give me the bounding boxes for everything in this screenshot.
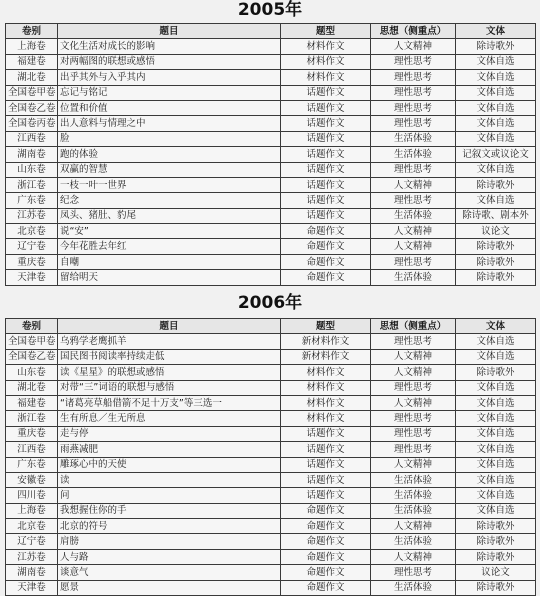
table-row (6, 224, 536, 239)
table-row (6, 488, 536, 503)
cell-juan: 江西卷 (6, 131, 58, 146)
table-row (6, 239, 536, 254)
cell-topic: 对两幅图的联想或感悟 (58, 54, 281, 69)
cell-type: 话题作文 (281, 131, 371, 146)
cell-idea: 人文精神 (371, 349, 456, 364)
header-juan: 卷别 (6, 24, 58, 39)
cell-idea: 理性思考 (371, 85, 456, 100)
cell-juan: 全国卷乙卷 (6, 349, 58, 364)
cell-type: 命题作文 (281, 519, 371, 534)
table-row (6, 131, 536, 146)
table-row (6, 116, 536, 131)
table-row (6, 147, 536, 162)
cell-type: 话题作文 (281, 162, 371, 177)
cell-type: 话题作文 (281, 147, 371, 162)
cell-style: 除诗歌外 (456, 39, 536, 54)
header-idea: 思想（侧重点） (371, 319, 456, 334)
cell-style: 文体自选 (456, 193, 536, 208)
cell-style: 除诗歌外 (456, 239, 536, 254)
cell-topic: 走与停 (58, 426, 281, 441)
cell-topic: 问 (58, 488, 281, 503)
cell-juan: 江西卷 (6, 442, 58, 457)
cell-type: 命题作文 (281, 503, 371, 518)
table-row (6, 457, 536, 472)
cell-juan: 全国卷丙卷 (6, 116, 58, 131)
cell-style: 除诗歌外 (456, 254, 536, 269)
table-body-2005 (6, 39, 536, 285)
cell-juan: 重庆卷 (6, 254, 58, 269)
table-row (6, 442, 536, 457)
cell-type: 话题作文 (281, 100, 371, 115)
cell-style: 文体自选 (456, 100, 536, 115)
cell-idea: 人文精神 (371, 39, 456, 54)
cell-topic: 我想握住你的手 (58, 503, 281, 518)
cell-style: 文体自选 (456, 395, 536, 410)
cell-idea: 人文精神 (371, 519, 456, 534)
cell-style: 文体自选 (456, 70, 536, 85)
cell-style: 文体自选 (456, 426, 536, 441)
cell-type: 材料作文 (281, 365, 371, 380)
table-row (6, 162, 536, 177)
cell-juan: 福建卷 (6, 54, 58, 69)
cell-topic: 愿景 (58, 580, 281, 595)
header-topic: 题目 (58, 319, 281, 334)
cell-idea: 理性思考 (371, 116, 456, 131)
cell-style: 文体自选 (456, 54, 536, 69)
cell-juan: 安徽卷 (6, 472, 58, 487)
cell-idea: 生活体验 (371, 580, 456, 595)
cell-idea: 理性思考 (371, 162, 456, 177)
cell-type: 话题作文 (281, 116, 371, 131)
cell-juan: 湖北卷 (6, 70, 58, 85)
cell-juan: 浙江卷 (6, 177, 58, 192)
cell-type: 材料作文 (281, 70, 371, 85)
cell-topic: 人与路 (58, 549, 281, 564)
cell-style: 除诗歌、剧本外 (456, 208, 536, 223)
cell-idea: 人文精神 (371, 549, 456, 564)
cell-juan: 北京卷 (6, 224, 58, 239)
cell-style: 除诗歌外 (456, 270, 536, 285)
cell-juan: 四川卷 (6, 488, 58, 503)
cell-style: 文体自选 (456, 334, 536, 349)
cell-type: 话题作文 (281, 442, 371, 457)
cell-topic: 雨燕减肥 (58, 442, 281, 457)
cell-topic: 留给明天 (58, 270, 281, 285)
table-row (6, 395, 536, 410)
cell-juan: 重庆卷 (6, 426, 58, 441)
cell-type: 新材料作文 (281, 349, 371, 364)
cell-type: 命题作文 (281, 239, 371, 254)
cell-juan: 浙江卷 (6, 411, 58, 426)
table-row (6, 411, 536, 426)
table-row (6, 519, 536, 534)
cell-style: 除诗歌外 (456, 580, 536, 595)
cell-style: 除诗歌外 (456, 549, 536, 564)
cell-juan: 湖北卷 (6, 380, 58, 395)
cell-type: 命题作文 (281, 254, 371, 269)
cell-idea: 生活体验 (371, 503, 456, 518)
cell-topic: 一枝一叶一世界 (58, 177, 281, 192)
cell-idea: 生活体验 (371, 472, 456, 487)
cell-idea: 人文精神 (371, 177, 456, 192)
cell-type: 话题作文 (281, 85, 371, 100)
cell-type: 命题作文 (281, 534, 371, 549)
table-body-2006 (6, 334, 536, 596)
cell-style: 文体自选 (456, 85, 536, 100)
cell-topic: 谈意气 (58, 565, 281, 580)
cell-style: 除诗歌外 (456, 365, 536, 380)
table-row (6, 208, 536, 223)
cell-idea: 生活体验 (371, 208, 456, 223)
exam-table-2005 (5, 23, 536, 286)
table-row (6, 426, 536, 441)
cell-idea: 理性思考 (371, 193, 456, 208)
table-row (6, 193, 536, 208)
cell-topic: 对带“三”词语的联想与感悟 (58, 380, 281, 395)
year-heading-2005: 2005年 (237, 0, 303, 20)
table-row (6, 334, 536, 349)
cell-style: 记叙文或议论文 (456, 147, 536, 162)
cell-juan: 广东卷 (6, 457, 58, 472)
cell-idea: 理性思考 (371, 565, 456, 580)
cell-topic: 雕琢心中的天使 (58, 457, 281, 472)
cell-style: 议论文 (456, 565, 536, 580)
cell-style: 议论文 (456, 224, 536, 239)
cell-type: 新材料作文 (281, 334, 371, 349)
cell-type: 命题作文 (281, 565, 371, 580)
cell-juan: 北京卷 (6, 519, 58, 534)
cell-idea: 生活体验 (371, 131, 456, 146)
cell-idea: 人文精神 (371, 395, 456, 410)
cell-type: 材料作文 (281, 411, 371, 426)
cell-type: 命题作文 (281, 580, 371, 595)
table-header-row (6, 319, 536, 334)
cell-juan: 天津卷 (6, 580, 58, 595)
cell-idea: 生活体验 (371, 534, 456, 549)
exam-table-2006 (5, 318, 536, 596)
cell-topic: 乌鸦学老鹰抓羊 (58, 334, 281, 349)
cell-idea: 人文精神 (371, 239, 456, 254)
header-topic: 题目 (58, 24, 281, 39)
cell-style: 除诗歌外 (456, 534, 536, 549)
cell-type: 话题作文 (281, 208, 371, 223)
table-row (6, 503, 536, 518)
cell-idea: 人文精神 (371, 457, 456, 472)
cell-idea: 理性思考 (371, 380, 456, 395)
cell-idea: 人文精神 (371, 365, 456, 380)
cell-juan: 江苏卷 (6, 208, 58, 223)
cell-topic: 今年花胜去年红 (58, 239, 281, 254)
cell-topic: 凤头、猪肚、豹尾 (58, 208, 281, 223)
cell-idea: 生活体验 (371, 488, 456, 503)
table-row (6, 349, 536, 364)
cell-juan: 湖南卷 (6, 147, 58, 162)
cell-juan: 山东卷 (6, 162, 58, 177)
table-row (6, 549, 536, 564)
cell-type: 材料作文 (281, 380, 371, 395)
year-heading-2006: 2006年 (237, 293, 303, 313)
cell-topic: 读 (58, 472, 281, 487)
cell-topic: 位置和价值 (58, 100, 281, 115)
cell-topic: 出乎其外与入乎其内 (58, 70, 281, 85)
cell-topic: 北京的符号 (58, 519, 281, 534)
cell-idea: 理性思考 (371, 70, 456, 85)
cell-idea: 理性思考 (371, 254, 456, 269)
cell-type: 材料作文 (281, 54, 371, 69)
cell-style: 文体自选 (456, 503, 536, 518)
header-juan: 卷别 (6, 319, 58, 334)
cell-topic: 出人意料与情理之中 (58, 116, 281, 131)
cell-style: 文体自选 (456, 131, 536, 146)
cell-juan: 江苏卷 (6, 549, 58, 564)
cell-topic: 国民图书阅读率持续走低 (58, 349, 281, 364)
cell-style: 文体自选 (456, 411, 536, 426)
cell-topic: 文化生活对成长的影响 (58, 39, 281, 54)
cell-style: 文体自选 (456, 442, 536, 457)
cell-type: 话题作文 (281, 193, 371, 208)
cell-style: 文体自选 (456, 349, 536, 364)
table-row (6, 580, 536, 595)
cell-topic: 自嘲 (58, 254, 281, 269)
table-row (6, 270, 536, 285)
cell-type: 话题作文 (281, 457, 371, 472)
cell-type: 材料作文 (281, 395, 371, 410)
cell-topic: 双赢的智慧 (58, 162, 281, 177)
cell-juan: 辽宁卷 (6, 534, 58, 549)
cell-topic: 脸 (58, 131, 281, 146)
cell-topic: 说“安” (58, 224, 281, 239)
table-row (6, 534, 536, 549)
cell-topic: 纪念 (58, 193, 281, 208)
cell-topic: 生有所息／生无所息 (58, 411, 281, 426)
cell-type: 话题作文 (281, 426, 371, 441)
table-row (6, 54, 536, 69)
table-row (6, 85, 536, 100)
cell-idea: 生活体验 (371, 270, 456, 285)
cell-juan: 天津卷 (6, 270, 58, 285)
header-type: 题型 (281, 24, 371, 39)
table-row (6, 472, 536, 487)
cell-juan: 全国卷甲卷 (6, 334, 58, 349)
table-row (6, 254, 536, 269)
table-row (6, 70, 536, 85)
cell-style: 文体自选 (456, 457, 536, 472)
cell-style: 除诗歌外 (456, 519, 536, 534)
cell-topic: 读《星星》的联想或感悟 (58, 365, 281, 380)
table-row (6, 565, 536, 580)
cell-topic: “诸葛亮草船借箭不足十万支”等三选一 (58, 395, 281, 410)
cell-style: 文体自选 (456, 380, 536, 395)
cell-idea: 人文精神 (371, 224, 456, 239)
cell-style: 文体自选 (456, 116, 536, 131)
cell-type: 命题作文 (281, 549, 371, 564)
cell-juan: 山东卷 (6, 365, 58, 380)
cell-juan: 辽宁卷 (6, 239, 58, 254)
cell-juan: 全国卷甲卷 (6, 85, 58, 100)
table-row (6, 39, 536, 54)
cell-style: 文体自选 (456, 488, 536, 503)
cell-idea: 理性思考 (371, 100, 456, 115)
cell-juan: 广东卷 (6, 193, 58, 208)
cell-topic: 跑的体验 (58, 147, 281, 162)
cell-juan: 上海卷 (6, 39, 58, 54)
cell-idea: 理性思考 (371, 426, 456, 441)
cell-idea: 理性思考 (371, 442, 456, 457)
table-row (6, 177, 536, 192)
table-header-row (6, 24, 536, 39)
cell-type: 命题作文 (281, 270, 371, 285)
table-row (6, 380, 536, 395)
cell-idea: 理性思考 (371, 411, 456, 426)
cell-idea: 生活体验 (371, 147, 456, 162)
cell-style: 文体自选 (456, 472, 536, 487)
table-row (6, 365, 536, 380)
header-style: 文体 (456, 319, 536, 334)
cell-idea: 理性思考 (371, 334, 456, 349)
header-style: 文体 (456, 24, 536, 39)
cell-topic: 忘记与铭记 (58, 85, 281, 100)
cell-topic: 肩膀 (58, 534, 281, 549)
cell-juan: 全国卷乙卷 (6, 100, 58, 115)
cell-juan: 福建卷 (6, 395, 58, 410)
cell-type: 话题作文 (281, 488, 371, 503)
cell-type: 材料作文 (281, 39, 371, 54)
cell-juan: 湖南卷 (6, 565, 58, 580)
cell-style: 除诗歌外 (456, 177, 536, 192)
cell-juan: 上海卷 (6, 503, 58, 518)
table-row (6, 100, 536, 115)
cell-type: 话题作文 (281, 472, 371, 487)
header-idea: 思想（侧重点） (371, 24, 456, 39)
cell-type: 命题作文 (281, 224, 371, 239)
cell-type: 话题作文 (281, 177, 371, 192)
cell-style: 文体自选 (456, 162, 536, 177)
cell-idea: 理性思考 (371, 54, 456, 69)
header-type: 题型 (281, 319, 371, 334)
